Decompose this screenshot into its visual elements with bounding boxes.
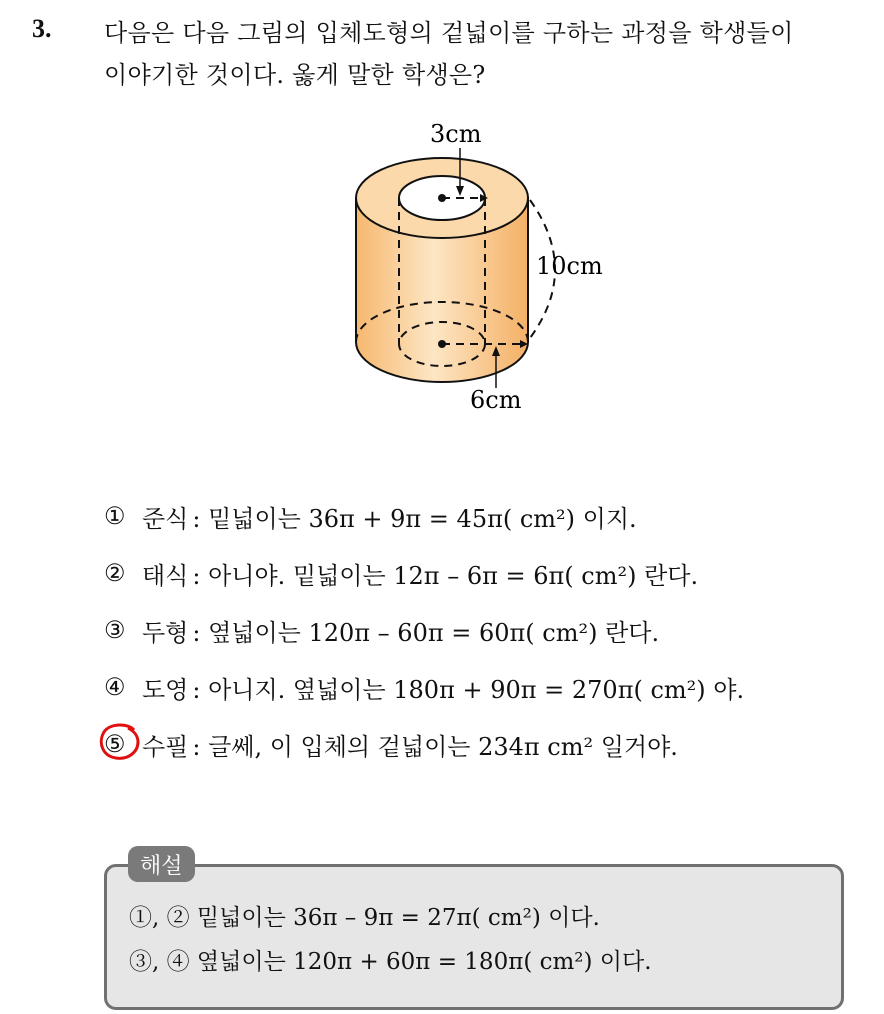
cylinder-diagram <box>330 112 620 422</box>
answer-circle-mark <box>98 722 142 762</box>
question-text <box>104 12 874 96</box>
choice-speaker: 두형 <box>142 618 189 647</box>
choice-4[interactable] <box>104 667 744 707</box>
explanation-line-1: ①, ② 밑넓이는 36π – 9π = 27π( cm²) 이다. <box>129 905 600 931</box>
choice-speaker: 준식 <box>142 504 189 533</box>
explanation-tag: 해설 <box>128 846 195 882</box>
label-inner-radius: 3cm <box>430 120 482 148</box>
label-height: 10cm <box>536 252 603 280</box>
question-line-1: 다음은 다음 그림의 입체도형의 겉넓이를 구하는 과정을 학생들이 <box>104 19 794 47</box>
choice-text: : 아니야. 밑넓이는 12π – 6π = 6π( cm²) 란다. <box>192 561 699 590</box>
choice-mark: ⑤ <box>104 730 126 758</box>
choice-mark: ③ <box>104 616 126 644</box>
choice-mark: ② <box>104 559 126 587</box>
choice-mark: ① <box>104 502 126 530</box>
choice-text: : 글쎄, 이 입체의 겉넓이는 234π cm² 일거야. <box>192 732 678 761</box>
choice-5[interactable] <box>104 724 678 764</box>
choice-speaker: 도영 <box>142 675 189 704</box>
choice-speaker: 수필 <box>142 732 189 761</box>
choice-1[interactable] <box>104 496 637 536</box>
choice-mark: ④ <box>104 673 126 701</box>
choice-2[interactable] <box>104 553 698 593</box>
question-number: 3. <box>32 14 52 43</box>
hollow-cylinder-figure <box>330 112 620 422</box>
choice-speaker: 태식 <box>142 561 189 590</box>
choice-text: : 옆넓이는 120π – 60π = 60π( cm²) 란다. <box>192 618 660 647</box>
question-line-2: 이야기한 것이다. 옳게 말한 학생은? <box>104 61 486 89</box>
label-outer-radius: 6cm <box>470 386 522 414</box>
choice-3[interactable] <box>104 610 659 650</box>
explanation-line-2: ③, ④ 옆넓이는 120π + 60π = 180π( cm²) 이다. <box>129 949 652 975</box>
choice-text: : 아니지. 옆넓이는 180π + 90π = 270π( cm²) 야. <box>192 675 745 704</box>
explanation-box <box>104 864 844 1010</box>
choice-text: : 밑넓이는 36π + 9π = 45π( cm²) 이지. <box>192 504 637 533</box>
